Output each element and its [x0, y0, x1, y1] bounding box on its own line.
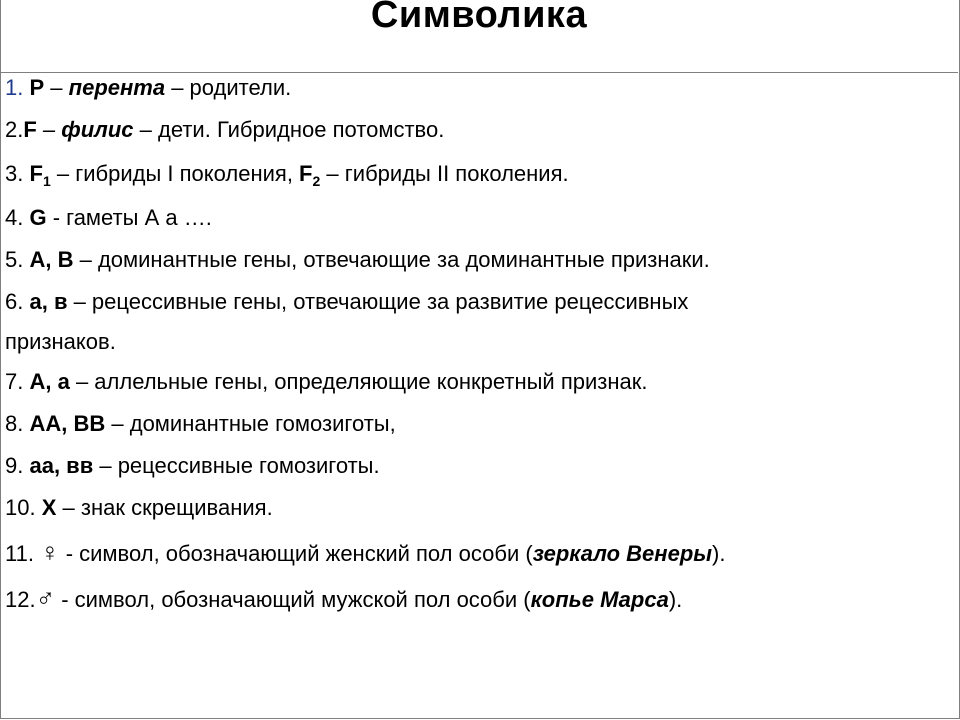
- list-item: [5, 408, 950, 450]
- item-term: F: [299, 161, 313, 186]
- item-subscript: 1: [42, 173, 51, 189]
- item-key: зеркало Венеры: [532, 541, 713, 566]
- list-item: [5, 244, 950, 286]
- item-text: - символ, обозначающий женский пол особи (: [59, 541, 533, 566]
- item-subscript: 2: [312, 173, 321, 189]
- item-text: – гибриды I поколения,: [50, 161, 300, 186]
- item-text: – гибриды II поколения.: [320, 161, 569, 186]
- item-key: копье Марса: [530, 587, 669, 612]
- item-text: – знак скрещивания.: [56, 495, 273, 520]
- item-number: 6.: [5, 289, 24, 314]
- item-text: ).: [668, 587, 683, 612]
- item-text: – доминантные гены, отвечающие за доминантные признаки.: [73, 247, 710, 272]
- item-number: 3.: [5, 161, 24, 186]
- item-text: – аллельные гены, определяющие конкретный признак.: [69, 369, 648, 394]
- list-item: [5, 286, 950, 326]
- item-text: – родители.: [165, 75, 292, 100]
- item-number: 7.: [5, 369, 24, 394]
- item-number: 2.: [5, 117, 24, 142]
- list-item: [5, 202, 950, 244]
- item-number: 5.: [5, 247, 24, 272]
- item-text: – дети. Гибридное потомство.: [133, 117, 445, 142]
- item-text: ).: [712, 541, 726, 566]
- item-term: F: [23, 117, 37, 142]
- item-number: 10.: [5, 495, 36, 520]
- list-item: [5, 114, 950, 156]
- item-key: филис: [61, 117, 134, 142]
- male-symbol-icon: ♂: [35, 583, 56, 613]
- item-term: F: [29, 161, 43, 186]
- item-dash: –: [44, 75, 69, 100]
- symbol-list: [5, 72, 950, 626]
- item-text: – рецессивные гомозиготы.: [93, 453, 380, 478]
- item-number: 9.: [5, 453, 24, 478]
- item-text: – рецессивные гены, отвечающие за развитие рецессивных: [67, 289, 689, 314]
- item-text: признаков.: [5, 329, 116, 354]
- item-text: – доминантные гомозиготы,: [105, 411, 396, 436]
- item-term: Х: [41, 495, 57, 520]
- title-box: [0, 0, 958, 73]
- item-number: 12.: [5, 587, 36, 612]
- list-item: [5, 156, 950, 202]
- item-number: 4.: [5, 205, 24, 230]
- item-text: - символ, обозначающий мужской пол особи (: [55, 587, 531, 612]
- item-dash: –: [36, 117, 62, 142]
- item-term: А, В: [29, 247, 74, 272]
- item-term: G: [29, 205, 47, 230]
- item-number: 8.: [5, 411, 24, 436]
- list-item: [5, 534, 950, 580]
- list-item: [5, 72, 950, 114]
- item-number: 11.: [5, 541, 34, 566]
- item-text: - гаметы А а ….: [46, 205, 212, 230]
- list-item: [5, 580, 950, 626]
- list-item: [5, 450, 950, 492]
- item-key: перента: [68, 75, 166, 100]
- item-term: P: [29, 75, 45, 100]
- list-item: [5, 366, 950, 408]
- item-term: а, в: [29, 289, 68, 314]
- list-item-continuation: [5, 326, 950, 366]
- item-term: АА, ВВ: [29, 411, 106, 436]
- female-symbol-icon: ♀: [40, 537, 60, 567]
- item-term: аа, вв: [29, 453, 94, 478]
- list-item: [5, 492, 950, 534]
- item-term: А, а: [29, 369, 70, 394]
- page-title: Символика: [370, 0, 588, 36]
- item-number: 1.: [5, 75, 24, 100]
